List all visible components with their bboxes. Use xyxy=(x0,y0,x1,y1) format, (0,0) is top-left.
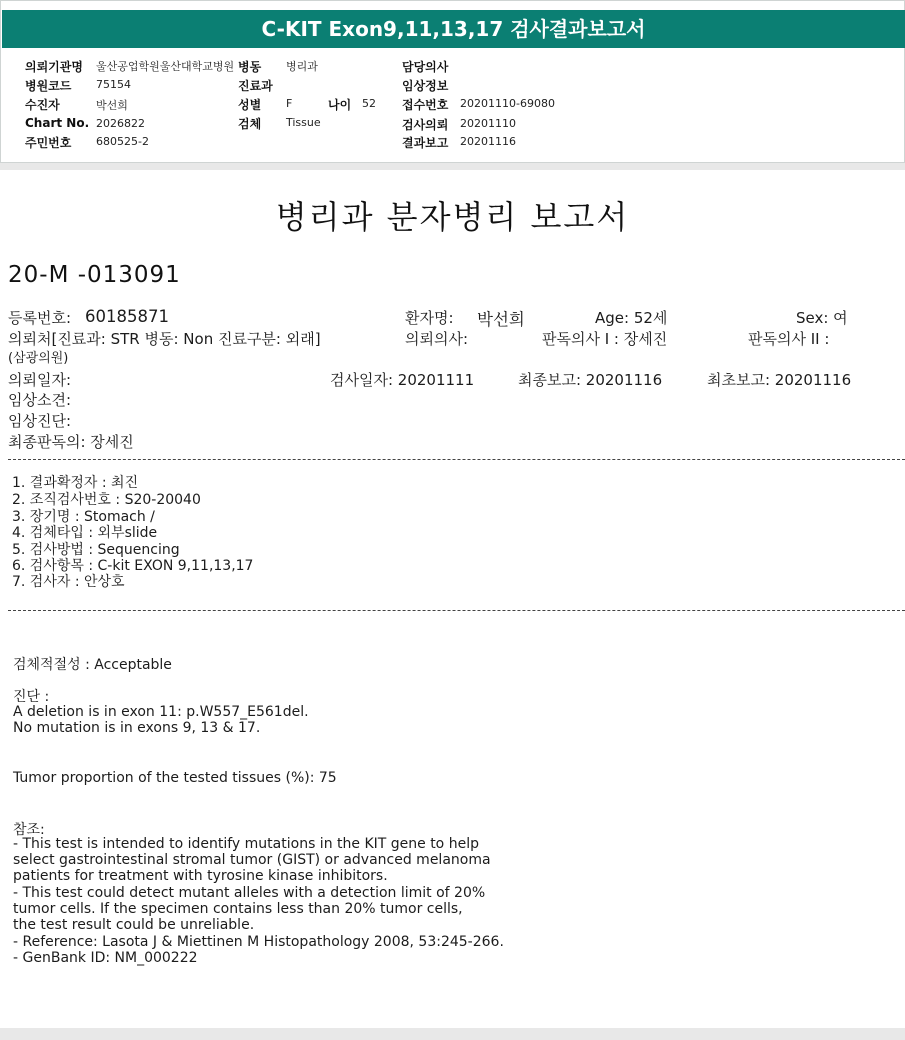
institution-value: 울산공업학원울산대학교병원 xyxy=(96,60,235,73)
age-value: 52 xyxy=(362,97,376,110)
clinical-findings: 임상소견: xyxy=(8,391,72,409)
exam-date: 검사일자: 20201111 xyxy=(330,371,475,389)
reading-doctor-1: 판독의사 I : 장세진 xyxy=(542,330,668,348)
registration-label: 등록번호: xyxy=(8,309,72,327)
specimen-label: 검체 xyxy=(238,117,262,131)
header-title: C-KIT Exon9,11,13,17 검사결과보고서 xyxy=(2,10,905,48)
note-line: - Reference: Lasota J & Miettinen M Histopathology 2008, 53:245-266. xyxy=(13,934,504,950)
requester-clinic: (삼광의원) xyxy=(8,351,69,366)
specimen-value: Tissue xyxy=(286,116,321,129)
divider xyxy=(8,459,905,460)
note-line: the test result could be unreliable. xyxy=(13,917,255,933)
final-report-date: 최종보고: 20201116 xyxy=(518,371,663,389)
diagnosis-line: No mutation is in exons 9, 13 & 17. xyxy=(13,720,261,736)
chart-no-label: Chart No. xyxy=(25,116,90,130)
report-title: 병리과 분자병리 보고서 xyxy=(275,198,630,236)
age-label: 나이 xyxy=(328,98,352,112)
attending-label: 담당의사 xyxy=(402,60,449,74)
request-date-value: 20201110 xyxy=(460,117,516,130)
note-line: - This test is intended to identify mutations in the KIT gene to help xyxy=(13,836,479,852)
list-item: 5. 검사방법 : Sequencing xyxy=(12,542,180,558)
report-header xyxy=(0,0,905,163)
resident-no-value: 680525-2 xyxy=(96,135,149,148)
request-date-label: 검사의뢰 xyxy=(402,118,449,132)
note-line: - GenBank ID: NM_000222 xyxy=(13,950,198,966)
registration-number: 60185871 xyxy=(85,307,169,326)
diagnosis-label: 진단 : xyxy=(13,689,50,705)
clinical-info-label: 임상정보 xyxy=(402,79,449,93)
note-line: select gastrointestinal stromal tumor (GIST) or advanced melanoma xyxy=(13,852,491,868)
list-item: 7. 검사자 : 안상호 xyxy=(12,574,125,590)
diagnosis-line: A deletion is in exon 11: p.W557_E561del. xyxy=(13,704,309,720)
sex-label: 성별 xyxy=(238,98,262,112)
receipt-no-value: 20201110-69080 xyxy=(460,97,555,110)
request-date: 의뢰일자: xyxy=(8,371,72,389)
patient-name: 박선희 xyxy=(477,310,525,329)
report-body xyxy=(0,170,905,1028)
reference-label: 참조: xyxy=(13,822,45,838)
institution-label: 의뢰기관명 xyxy=(25,60,83,74)
patient-value: 박선희 xyxy=(96,99,128,112)
report-number: 20-M -013091 xyxy=(8,262,181,288)
note-line: patients for treatment with tyrosine kinase inhibitors. xyxy=(13,868,388,884)
ward-label: 병동 xyxy=(238,60,262,74)
first-report-date: 최초보고: 20201116 xyxy=(707,371,852,389)
age-text: Age: 52세 xyxy=(595,309,668,327)
clinical-diagnosis: 임상진단: xyxy=(8,412,72,430)
list-item: 2. 조직검사번호 : S20-20040 xyxy=(12,492,201,508)
tumor-proportion: Tumor proportion of the tested tissues (%): 75 xyxy=(13,770,337,786)
receipt-no-label: 접수번호 xyxy=(402,98,449,112)
sex-value: F xyxy=(286,97,293,110)
reading-doctor-2: 판독의사 II : xyxy=(748,330,830,348)
sex-text: Sex: 여 xyxy=(796,309,848,327)
chart-no-value: 2026822 xyxy=(96,117,145,130)
requester-line: 의뢰처[진료과: STR 병동: Non 진료구분: 외래] xyxy=(8,330,321,348)
result-date-value: 20201116 xyxy=(460,135,516,148)
department-label: 진료과 xyxy=(238,79,273,93)
list-item: 3. 장기명 : Stomach / xyxy=(12,509,155,525)
specimen-adequacy: 검체적절성 : Acceptable xyxy=(13,657,172,673)
list-item: 6. 검사항목 : C-kit EXON 9,11,13,17 xyxy=(12,558,254,574)
result-date-label: 결과보고 xyxy=(402,136,449,150)
hospital-code-label: 병원코드 xyxy=(25,79,72,93)
divider xyxy=(8,610,905,611)
list-item: 1. 결과확정자 : 최진 xyxy=(12,475,139,491)
hospital-code-value: 75154 xyxy=(96,78,131,91)
patient-name-label: 환자명: xyxy=(405,309,454,327)
resident-no-label: 주민번호 xyxy=(25,136,72,150)
note-line: tumor cells. If the specimen contains less than 20% tumor cells, xyxy=(13,901,463,917)
list-item: 4. 검체타입 : 외부slide xyxy=(12,525,158,541)
requesting-doctor: 의뢰의사: xyxy=(405,330,469,348)
note-line: - This test could detect mutant alleles with a detection limit of 20% xyxy=(13,885,486,901)
patient-label: 수진자 xyxy=(25,98,60,112)
final-reader: 최종판독의: 장세진 xyxy=(8,433,134,451)
ward-value: 병리과 xyxy=(286,60,318,73)
